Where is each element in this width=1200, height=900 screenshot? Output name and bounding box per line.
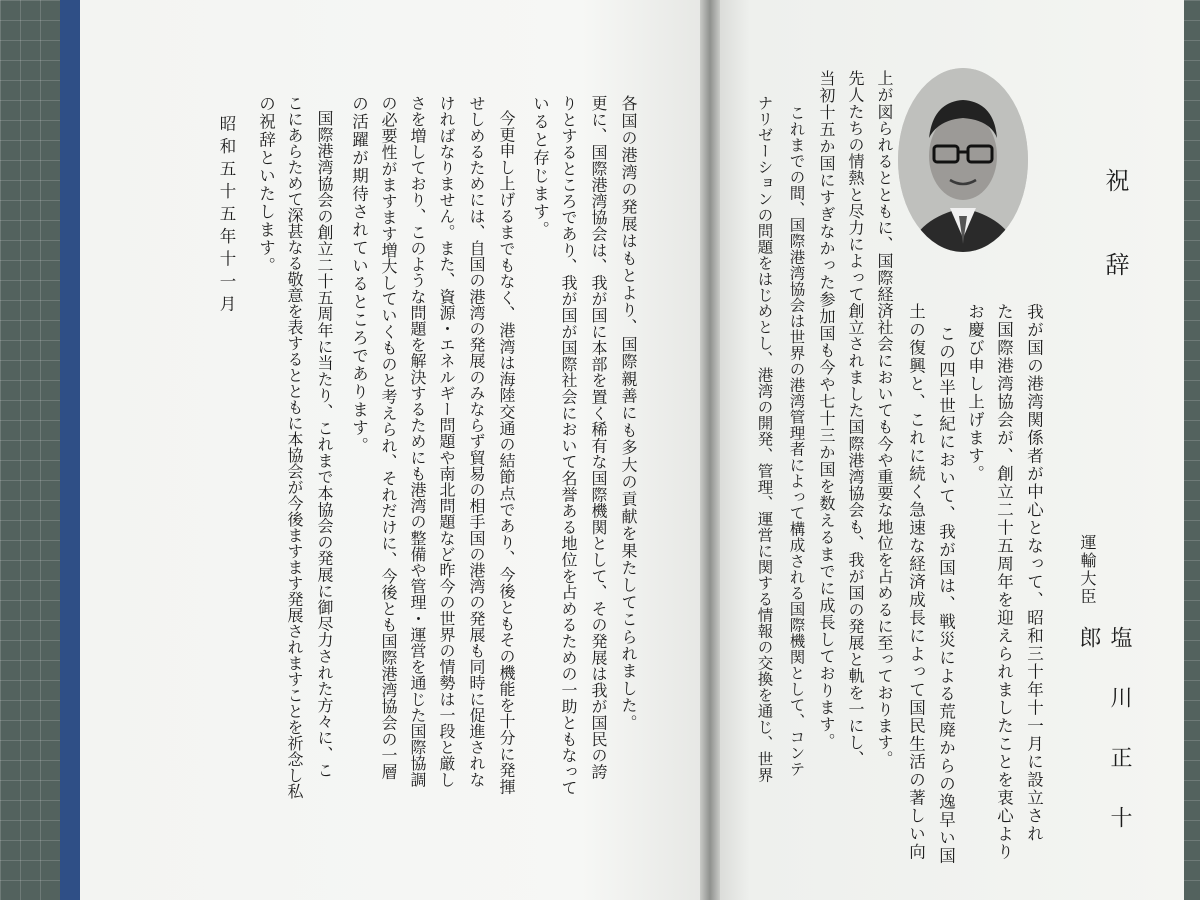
left-column-9: の必要性がますます増大していくものと考えられ、それだけに、今後とも国際港湾協会の一層 — [379, 95, 398, 780]
left-column-3: りとするところであり、我が国が国際社会において名誉ある地位を占めるための一助ともなって — [559, 95, 578, 796]
left-column-5: 今更申し上げるまでもなく、港湾は海陸交通の結節点であり、今後ともその機能を十分に発揮 — [497, 110, 516, 795]
left-column-2: 更に、国際港湾協会は、我が国に本部を置く稀有な国際機関として、その発展は我が国民の誇 — [589, 95, 608, 780]
left-column-1: 各国の港湾の発展はもとより、国際親善にも多大の貢献を果たしてこられました。 — [619, 95, 638, 732]
right-column-9: これまでの間、国際港湾協会は世界の港湾管理者によって構成される国際機関として、コンテ — [787, 105, 806, 777]
left-column-12: こにあらためて深甚なる敬意を表するとともに本協会が今後ますます発展されますことを祈念し私 — [285, 95, 304, 799]
right-column-5: 土の復興と、これに続く急速な経済成長によって国民生活の著しい向 — [906, 303, 926, 861]
left-column-11: 国際港湾協会の創立二十五周年に当たり、これまで本協会の発展に御尽力された方々に、こ — [315, 110, 334, 779]
author-portrait — [898, 68, 1028, 252]
right-column-4: この四半世紀において、我が国は、戦災による荒廃からの逸早い国 — [936, 325, 956, 865]
left-column-7: ければなりません。また、資源・エネルギー問題や南北問題など昨今の世界の情勢は一段と厳し — [437, 95, 456, 788]
left-column-6: せしめるためには、自国の港湾の発展のみならず貿易の相手国の港湾の発展も同時に促進されな — [467, 95, 486, 788]
date-line: 昭和五十五年十一月 — [217, 115, 236, 318]
author-name: 塩川正十郎 — [1076, 626, 1132, 866]
portrait-image — [898, 68, 1028, 252]
right-column-2: た国際港湾協会が、創立二十五周年を迎えられましたことを衷心より — [994, 303, 1014, 861]
author-role: 運輸大臣 — [1078, 534, 1097, 606]
page-title: 祝辞 — [1101, 168, 1129, 336]
right-column-8: 当初十五か国にすぎなかった参加国も今や七十三か国を数えるまでに成長しております。 — [817, 70, 836, 750]
book-gutter — [700, 0, 720, 900]
right-column-7: 先人たちの情熱と尽力によって創立されました国際港湾協会も、我が国の発展と軌を一にし、 — [846, 70, 865, 768]
right-column-6: 上が図られるとともに、国際経済社会においても今や重要な地位を占めるに至っております。 — [875, 70, 894, 768]
right-column-1: 我が国の港湾関係者が中心となって、昭和三十年十一月に設立され — [1024, 303, 1044, 843]
left-column-8: さを増しており、このような問題を解決するためにも港湾の整備や管理・運営を通じた国際協調 — [408, 95, 427, 788]
left-column-4: いると存じます。 — [530, 95, 550, 239]
left-column-13: の祝辞といたします。 — [256, 95, 276, 275]
left-column-10: の活躍が期待されているところであります。 — [349, 95, 369, 455]
right-column-3: お慶び申し上げます。 — [965, 303, 985, 483]
right-column-10: ナリゼーションの問題をはじめとし、港湾の開発、管理、運営に関する情報の交換を通じ、世界 — [755, 95, 774, 783]
